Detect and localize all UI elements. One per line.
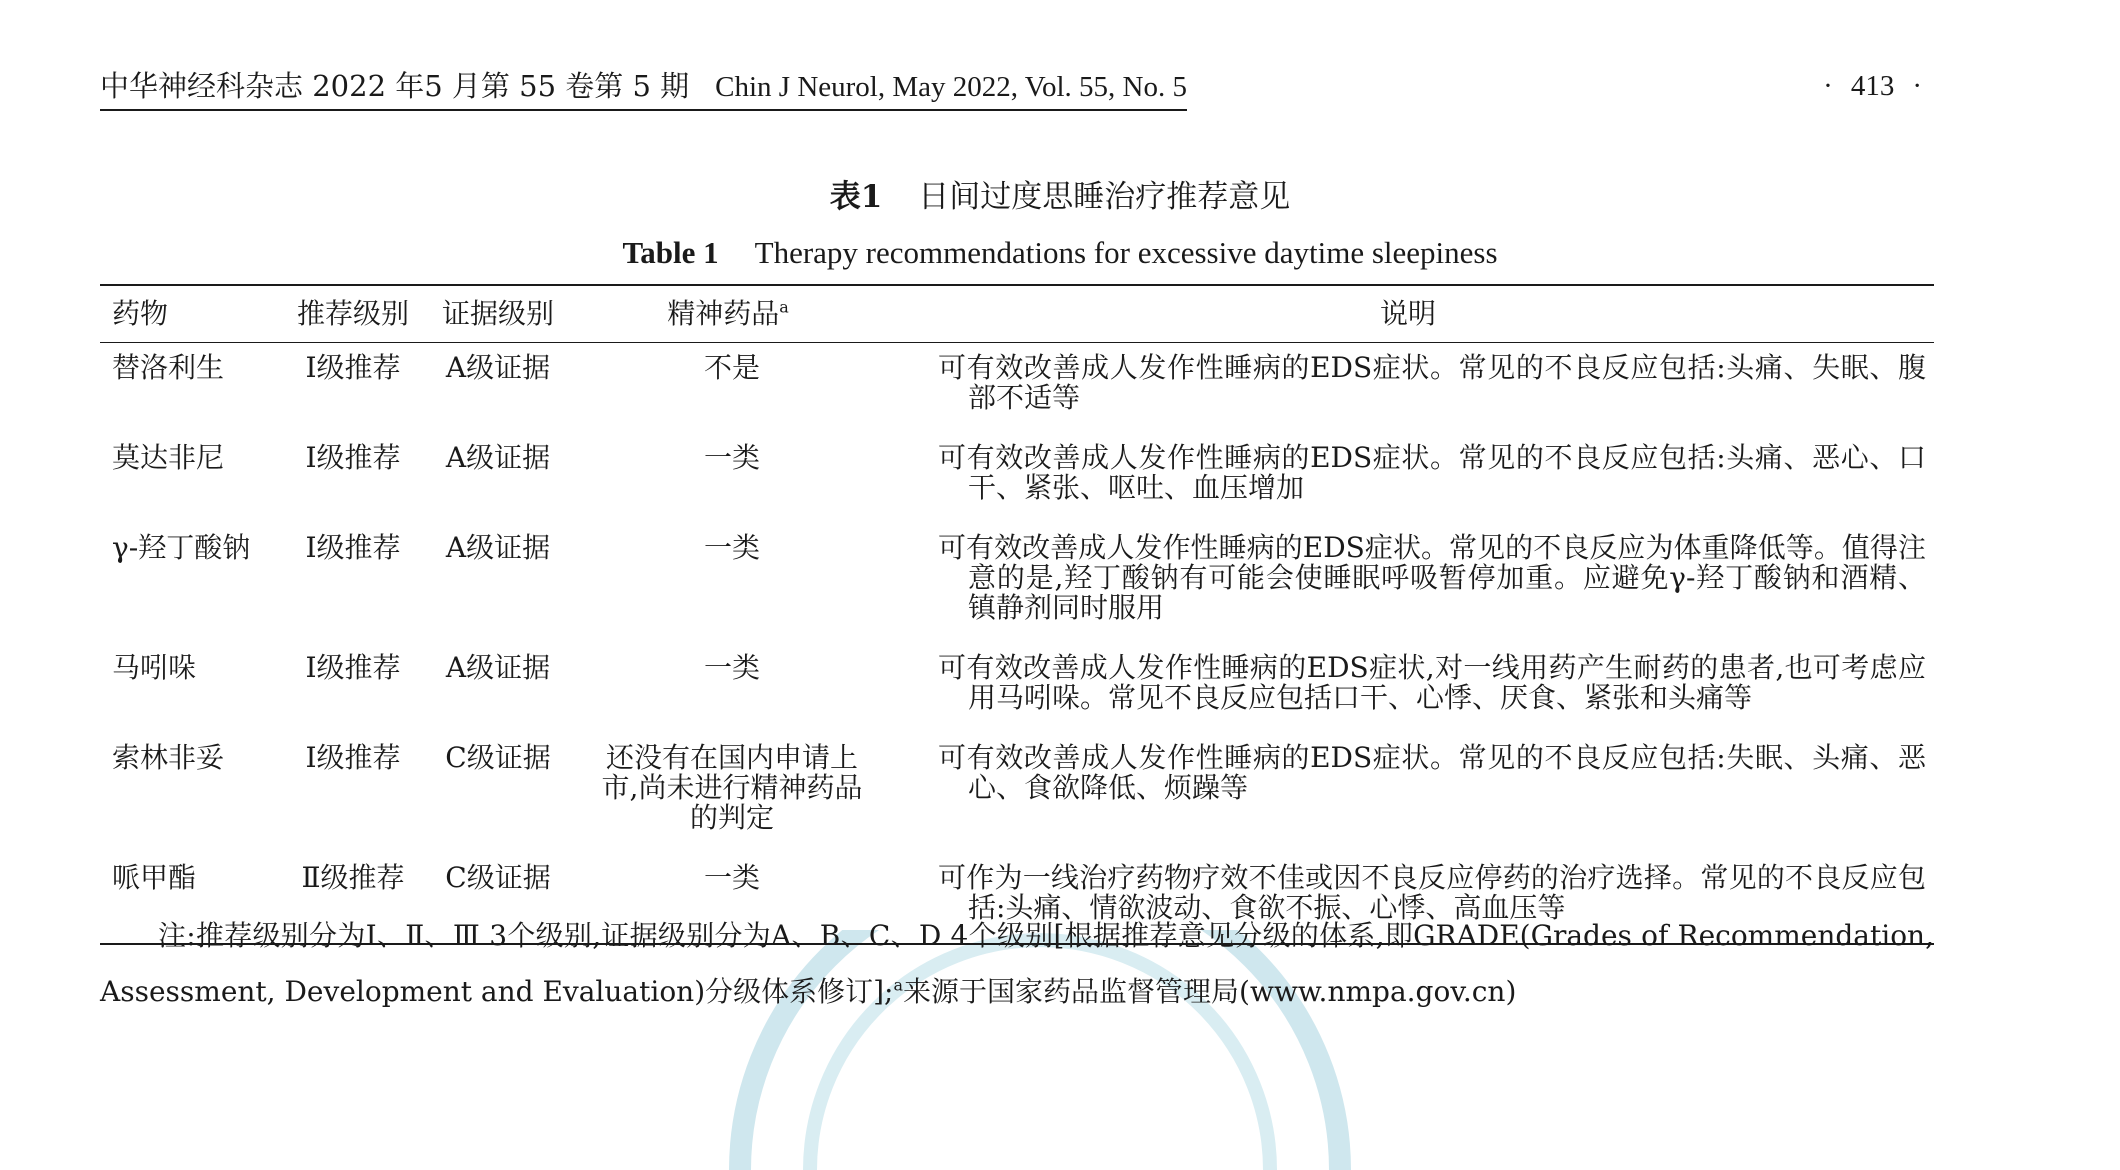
table-caption-cn (0, 176, 2120, 218)
cell-psychotropic-text: 一类 (703, 651, 760, 684)
cell-notes-text: 可作为一线治疗药物疗效不佳或因不良反应停药的治疗选择。常见的不良反应包括:头痛、情欲波动、食欲不振、心悸、高血压等 (938, 861, 1926, 924)
page-number-value: 413 (1850, 70, 1895, 102)
cell-psychotropic (574, 523, 882, 643)
cell-recommendation: Ⅰ级推荐 (305, 651, 401, 684)
cell-evidence: A级证据 (445, 351, 551, 384)
cell-recommendation: Ⅱ级推荐 (301, 861, 405, 894)
table-caption-en (0, 232, 2120, 274)
cell-notes-text: 可有效改善成人发作性睡病的EDS症状。常见的不良反应包括:失眠、头痛、恶心、食欲降低、烦躁等 (938, 741, 1926, 804)
cell-evidence: C级证据 (445, 741, 551, 774)
cell-psychotropic (574, 433, 882, 523)
cell-psychotropic (574, 733, 882, 853)
cell-notes-text: 可有效改善成人发作性睡病的EDS症状。常见的不良反应包括:头痛、失眠、腹部不适等 (938, 351, 1926, 414)
table-footnote (100, 908, 1934, 1020)
cell-drug: 莫达非尼 (112, 441, 225, 474)
table-label-cn: 表1 (829, 179, 883, 215)
cell-recommendation: Ⅰ级推荐 (305, 741, 401, 774)
cell-evidence: A级证据 (445, 531, 551, 564)
cell-drug: 哌甲酯 (112, 861, 197, 894)
header-evidence: 证据级别 (441, 297, 554, 330)
cell-psychotropic-text: 一类 (703, 531, 760, 564)
cell-drug: 马吲哚 (112, 651, 197, 684)
page-dot-left: · (1823, 70, 1833, 102)
cell-notes-text: 可有效改善成人发作性睡病的EDS症状。常见的不良反应为体重降低等。值得注意的是,羟丁酸钠有可能会使睡眠呼吸暂停加重。应避免γ-羟丁酸钠和酒精、镇静剂同时服用 (938, 531, 1926, 624)
cell-drug: 替洛利生 (112, 351, 225, 384)
table-row (100, 433, 1934, 523)
cell-notes (882, 643, 1934, 733)
footnote-source: 来源于国家药品监督管理局(www.nmpa.gov.cn) (903, 975, 1517, 1008)
table-row (100, 733, 1934, 853)
cell-drug: γ-羟丁酸钠 (112, 531, 251, 564)
header-psychotropic-label: 精神药品 (667, 297, 780, 330)
header-psychotropic (574, 285, 882, 343)
page-number (1805, 66, 1940, 106)
header-psychotropic-mark: a (779, 297, 789, 317)
table-row (100, 343, 1934, 434)
cell-notes (882, 343, 1934, 434)
cell-notes-text: 可有效改善成人发作性睡病的EDS症状,对一线用药产生耐药的患者,也可考虑应用马吲哚。常见不良反应包括口干、心悸、厌食、紧张和头痛等 (938, 651, 1926, 714)
cell-notes (882, 433, 1934, 523)
recommendation-table (100, 284, 1934, 945)
cell-drug: 索林非妥 (112, 741, 225, 774)
cell-recommendation: Ⅰ级推荐 (305, 531, 401, 564)
table-row (100, 643, 1934, 733)
table-row (100, 523, 1934, 643)
journal-title-cn: 中华神经科杂志 2022 年5 月第 55 卷第 5 期 (100, 69, 690, 103)
cell-notes (882, 523, 1934, 643)
cell-psychotropic-text: 不是 (703, 351, 760, 384)
cell-psychotropic-text: 还没有在国内申请上市,尚未进行精神药品的判定 (601, 741, 863, 834)
cell-evidence: A级证据 (445, 441, 551, 474)
cell-psychotropic (574, 643, 882, 733)
page-dot-right: · (1912, 70, 1922, 102)
cell-evidence: C级证据 (445, 861, 551, 894)
footnote-mark: a (893, 975, 904, 995)
cell-recommendation: Ⅰ级推荐 (305, 351, 401, 384)
cell-notes-text: 可有效改善成人发作性睡病的EDS症状。常见的不良反应包括:头痛、恶心、口干、紧张、呕吐、血压增加 (938, 441, 1926, 504)
cell-notes (882, 733, 1934, 853)
cell-psychotropic-text: 一类 (703, 861, 760, 894)
table-header-row (100, 285, 1934, 343)
table-title-cn: 日间过度思睡治疗推荐意见 (918, 179, 1291, 215)
table-label-en: Table 1 (622, 235, 719, 270)
cell-psychotropic-text: 一类 (703, 441, 760, 474)
running-head (100, 66, 1187, 111)
header-recommendation: 推荐级别 (296, 297, 409, 330)
cell-evidence: A级证据 (445, 651, 551, 684)
journal-title-en: Chin J Neurol, May 2022, Vol. 55, No. 5 (715, 71, 1187, 103)
footnote-text: 注:推荐级别分为Ⅰ、Ⅱ、Ⅲ 3个级别,证据级别分为A、B、C、D 4个级别[根据推荐意见分级的体系,即GRADE(Grades of Recommendation, Assessment, Development and Evaluation)分级体系修订]; (100, 919, 1934, 1008)
header-drug: 药物 (112, 297, 169, 330)
cell-recommendation: Ⅰ级推荐 (305, 441, 401, 474)
table-title-en: Therapy recommendations for excessive daytime sleepiness (754, 235, 1498, 270)
cell-psychotropic (574, 343, 882, 434)
header-notes: 说明 (1379, 297, 1436, 330)
